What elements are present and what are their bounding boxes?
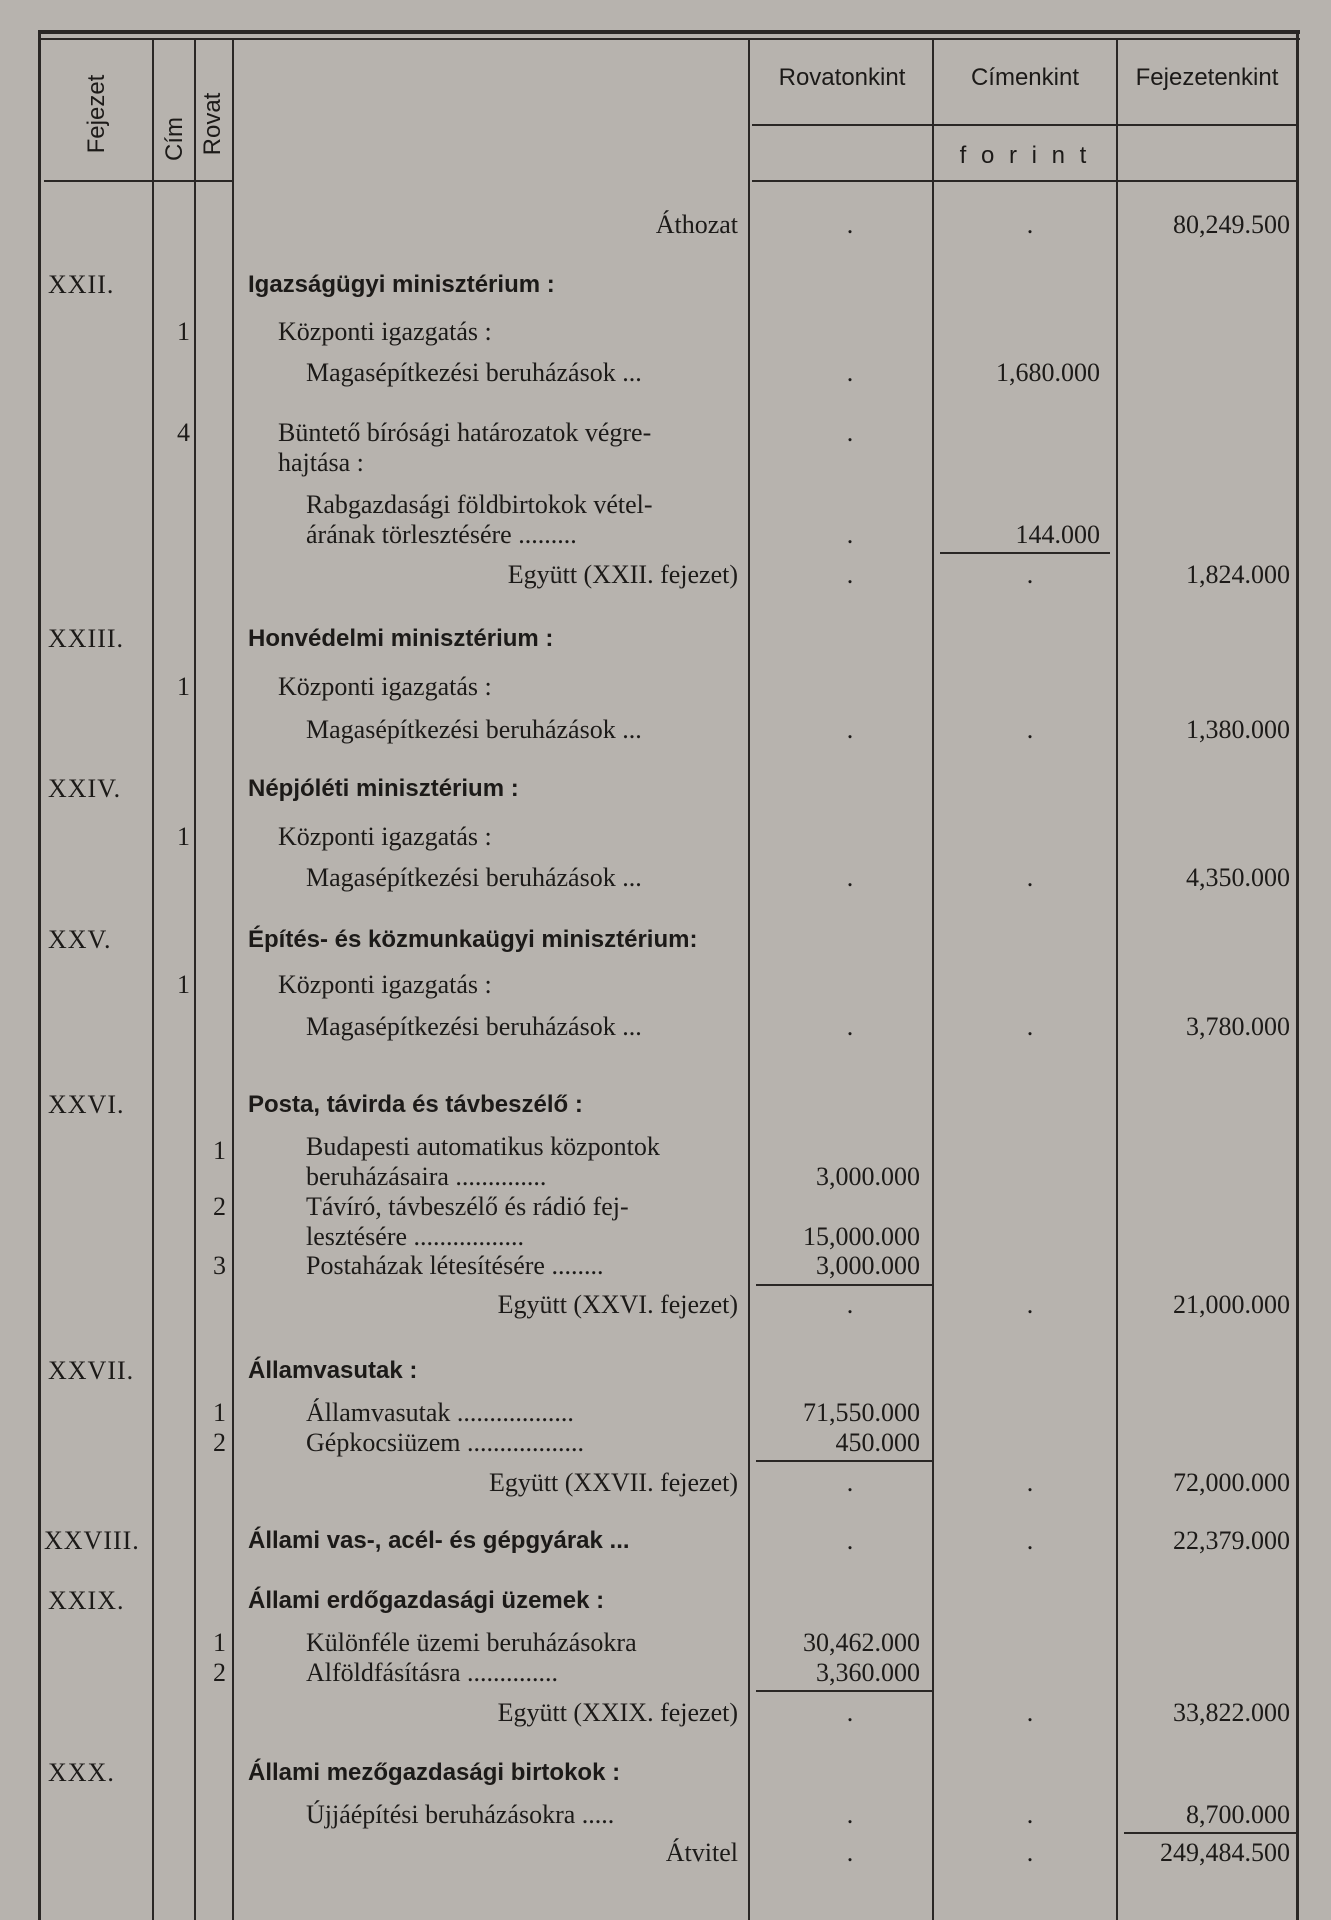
chapter-title: Államvasutak : <box>248 1357 418 1384</box>
cimenkint-value: 144.000 <box>1015 520 1100 549</box>
athozat-label: Áthozat <box>655 210 738 239</box>
chapter-value: 4,350.000 <box>1186 863 1290 892</box>
rovatonkint-value: 3,000.000 <box>816 1251 920 1280</box>
total-label: Együtt (XXVII. fejezet) <box>488 1468 738 1497</box>
col-line-cimenkint <box>1116 38 1118 1920</box>
header-bottom-rule <box>44 180 234 182</box>
item-label: Postaházak létesítésére ........ <box>306 1251 604 1280</box>
dot: . <box>846 1698 854 1727</box>
rovatonkint-value: 71,550.000 <box>803 1398 920 1427</box>
chapter-number: XXX. <box>48 1758 115 1787</box>
col-line-rovat <box>232 38 234 1920</box>
item-label-line1: Budapesti automatikus központok <box>306 1132 660 1161</box>
sum-rule <box>756 1460 932 1462</box>
rovatonkint-value: 3,360.000 <box>816 1658 920 1687</box>
item-label: Alföldfásításra .............. <box>306 1658 559 1687</box>
top-border <box>38 30 1300 34</box>
rovatonkint-value: 450.000 <box>835 1428 920 1457</box>
chapter-number: XXII. <box>48 270 115 299</box>
chapter-title: Posta, távirda és távbeszélő : <box>248 1091 583 1118</box>
dot: . <box>1026 560 1034 589</box>
athozat-value: 80,249.500 <box>1173 210 1290 239</box>
dot: . <box>846 560 854 589</box>
rovat-number: 2 <box>213 1428 226 1457</box>
cim-number: 1 <box>177 317 190 346</box>
header-fejezetenkint: Fejezetenkint <box>1135 64 1279 91</box>
dot: . <box>846 1290 854 1319</box>
dot: . <box>1026 863 1034 892</box>
title-label: Központi igazgatás : <box>278 317 492 346</box>
title-label-line2: hajtása : <box>278 448 364 477</box>
dot: . <box>1026 715 1034 744</box>
header-cimenkint: Címenkint <box>970 64 1080 91</box>
chapter-value: 3,780.000 <box>1186 1012 1290 1041</box>
item-label-line1: Távíró, távbeszélő és rádió fej- <box>306 1192 629 1221</box>
dot: . <box>1026 1290 1034 1319</box>
left-border <box>38 30 41 1920</box>
item-label: Gépkocsiüzem .................. <box>306 1428 585 1457</box>
chapter-number: XXVII. <box>48 1356 135 1385</box>
rovatonkint-value: 30,462.000 <box>803 1628 920 1657</box>
chapter-value: 8,700.000 <box>1186 1800 1290 1829</box>
dot: . <box>1026 1698 1034 1727</box>
dot: . <box>846 1838 854 1867</box>
item-label: Magasépítkezési beruházások ... <box>306 1012 642 1041</box>
rovatonkint-value: 3,000.000 <box>816 1162 920 1191</box>
dot: . <box>1026 1838 1034 1867</box>
total-value: 21,000.000 <box>1173 1290 1290 1319</box>
dot: . <box>846 1468 854 1497</box>
header-bottom-rule-right <box>752 180 1298 182</box>
item-label: Újjáépítési beruházásokra ..... <box>306 1800 615 1829</box>
col-line-rovatonkint <box>932 38 934 1920</box>
chapter-number: XXIX. <box>48 1586 125 1615</box>
col-line-fejezet <box>152 38 154 1920</box>
dot: . <box>846 1800 854 1829</box>
rovat-number: 1 <box>213 1628 226 1657</box>
item-label: Magasépítkezési beruházások ... <box>306 715 642 744</box>
cim-number: 1 <box>177 822 190 851</box>
dot: . <box>846 210 854 239</box>
chapter-title: Igazságügyi minisztérium : <box>248 271 555 298</box>
total-value: 1,824.000 <box>1186 560 1290 589</box>
cim-number: 1 <box>177 672 190 701</box>
sum-rule <box>1124 1832 1296 1834</box>
dot: . <box>846 418 854 447</box>
header-rovatonkint: Rovatonkint <box>778 64 906 91</box>
chapter-title: Építés- és közmunkaügyi minisztérium: <box>248 926 698 953</box>
rovat-number: 2 <box>213 1658 226 1687</box>
dot: . <box>846 863 854 892</box>
title-label-line1: Büntető bírósági határozatok végre- <box>278 418 652 447</box>
dot: . <box>1026 1800 1034 1829</box>
title-label: Központi igazgatás : <box>278 672 492 701</box>
cim-number: 4 <box>177 418 190 447</box>
atvitel-label: Átvitel <box>665 1838 738 1867</box>
item-label-line1: Rabgazdasági földbirtokok vétel- <box>306 490 653 519</box>
title-label: Központi igazgatás : <box>278 822 492 851</box>
chapter-number: XXVIII. <box>44 1526 140 1555</box>
header-unit-forint: f o r i n t <box>959 142 1091 169</box>
item-label-line2: árának törlesztésére ......... <box>306 520 577 549</box>
item-label: Különféle üzemi beruházásokra <box>306 1628 637 1657</box>
rovat-number: 1 <box>213 1136 226 1165</box>
title-label: Központi igazgatás : <box>278 970 492 999</box>
dot: . <box>846 520 854 549</box>
header-cim: Cím <box>161 117 188 161</box>
dot: . <box>846 358 854 387</box>
header-rovat: Rovat <box>199 92 226 156</box>
total-value: 72,000.000 <box>1173 1468 1290 1497</box>
total-label: Együtt (XXIX. fejezet) <box>497 1698 738 1727</box>
item-label: Magasépítkezési beruházások ... <box>306 358 642 387</box>
chapter-title: Állami erdőgazdasági üzemek : <box>248 1587 605 1614</box>
right-border <box>1296 30 1299 1920</box>
rovat-number: 3 <box>213 1251 226 1280</box>
dot: . <box>1026 210 1034 239</box>
chapter-title: Állami vas-, acél- és gépgyárak ... <box>248 1527 630 1554</box>
header-fejezet: Fejezet <box>83 74 110 154</box>
chapter-title: Állami mezőgazdasági birtokok : <box>248 1759 621 1786</box>
chapter-value: 22,379.000 <box>1173 1526 1290 1555</box>
rovat-number: 2 <box>213 1192 226 1221</box>
rovat-number: 1 <box>213 1398 226 1427</box>
cim-number: 1 <box>177 970 190 999</box>
sum-rule <box>940 552 1110 554</box>
chapter-title: Honvédelmi minisztérium : <box>248 625 554 652</box>
item-label-line2: beruházásaira .............. <box>306 1162 547 1191</box>
dot: . <box>846 1012 854 1041</box>
atvitel-value: 249,484.500 <box>1160 1838 1290 1867</box>
cimenkint-value: 1,680.000 <box>996 358 1100 387</box>
sum-rule <box>756 1690 932 1692</box>
chapter-title: Népjóléti minisztérium : <box>248 775 519 802</box>
top-border-inner <box>38 38 1300 40</box>
item-label: Magasépítkezési beruházások ... <box>306 863 642 892</box>
sum-rule <box>756 1284 932 1286</box>
item-label-line2: lesztésére ................. <box>306 1222 525 1251</box>
total-value: 33,822.000 <box>1173 1698 1290 1727</box>
item-label: Államvasutak .................. <box>306 1398 574 1427</box>
dot: . <box>846 715 854 744</box>
chapter-number: XXVI. <box>48 1090 125 1119</box>
chapter-number: XXIII. <box>48 624 125 653</box>
header-sub-rule <box>752 124 1298 126</box>
dot: . <box>846 1526 854 1555</box>
dot: . <box>1026 1468 1034 1497</box>
total-label: Együtt (XXVI. fejezet) <box>497 1290 738 1319</box>
chapter-number: XXV. <box>48 925 112 954</box>
rovatonkint-value: 15,000.000 <box>803 1222 920 1251</box>
total-label: Együtt (XXII. fejezet) <box>507 560 738 589</box>
chapter-value: 1,380.000 <box>1186 715 1290 744</box>
dot: . <box>1026 1526 1034 1555</box>
dot: . <box>1026 1012 1034 1041</box>
chapter-number: XXIV. <box>48 774 122 803</box>
